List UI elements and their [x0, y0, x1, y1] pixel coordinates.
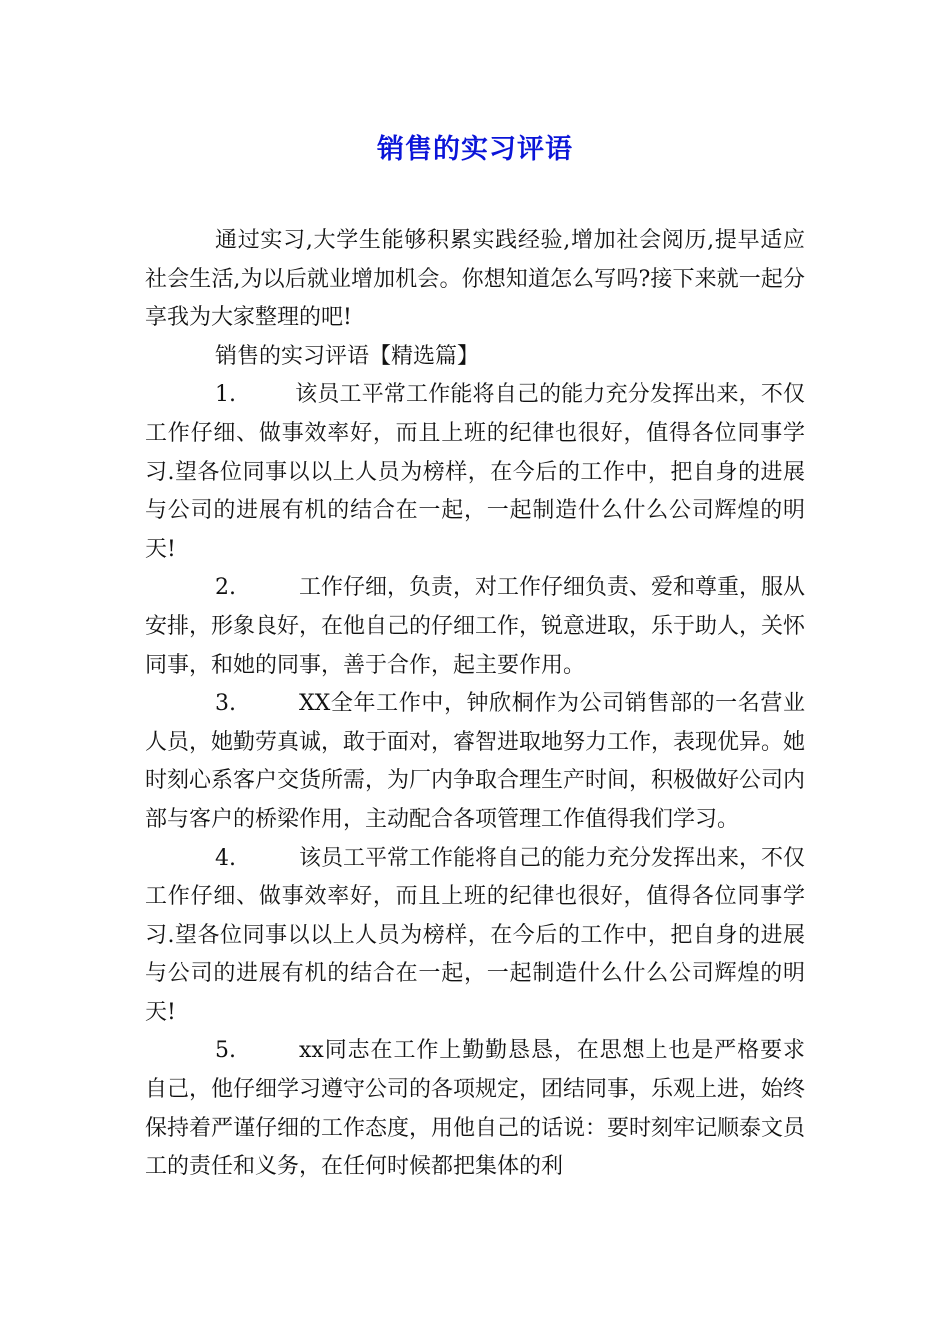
- document-body: [145, 222, 805, 1187]
- list-item-number: 3.: [215, 691, 236, 717]
- list-item: [145, 569, 805, 685]
- document-title: 销售的实习评语: [377, 134, 573, 165]
- list-item-text: 该员工平常工作能将自己的能力充分发挥出来，不仅工作仔细、做事效率好，而且上班的纪律也很好，值得各位同事学习.望各位同事以以上人员为榜样，在今后的工作中，把自身的进展与公司的进展有机的结合在一起，一起制造什么什么公司辉煌的明天!: [145, 845, 806, 1025]
- list-item: [145, 376, 805, 569]
- list-item-number: 1.: [215, 382, 236, 408]
- list-item-text: xx同志在工作上勤勤恳恳，在思想上也是严格要求自己，他仔细学习遵守公司的各项规定，团结同事，乐观上进，始终保持着严谨仔细的工作态度，用他自己的话说：要时刻牢记顺泰文员工的责任和义务，在任何时候都把集体的利: [145, 1038, 806, 1180]
- list-item-number: 4.: [215, 845, 236, 871]
- list-item-text: XX全年工作中，钟欣桐作为公司销售部的一名营业人员，她勤劳真诚，敢于面对，睿智进取地努力工作，表现优异。她时刻心系客户交货所需，为厂内争取合理生产时间，积极做好公司内部与客户的桥梁作用，主动配合各项管理工作值得我们学习。: [145, 691, 806, 832]
- list-item: [145, 1032, 805, 1186]
- list-item-text: 该员工平常工作能将自己的能力充分发挥出来，不仅工作仔细、做事效率好，而且上班的纪律也很好，值得各位同事学习.望各位同事以以上人员为榜样，在今后的工作中，把自身的进展与公司的进展有机的结合在一起，一起制造什么什么公司辉煌的明天!: [145, 382, 805, 562]
- list-item-number: 2.: [215, 575, 236, 601]
- section-heading: 销售的实习评语【精选篇】: [215, 343, 480, 369]
- list-item-text: 工作仔细，负责，对工作仔细负责、爱和尊重，服从安排，形象良好，在他自己的仔细工作，锐意进取，乐于助人，关怀同事，和她的同事，善于合作，起主要作用。: [145, 575, 806, 678]
- list-item: [145, 840, 805, 1033]
- list-item-number: 5.: [215, 1038, 236, 1064]
- list-item: [145, 685, 805, 839]
- intro-paragraph: 通过实习,大学生能够积累实践经验,增加社会阅历,提早适应社会生活,为以后就业增加机会。你想知道怎么写吗?接下来就一起分享我为大家整理的吧!: [145, 228, 805, 331]
